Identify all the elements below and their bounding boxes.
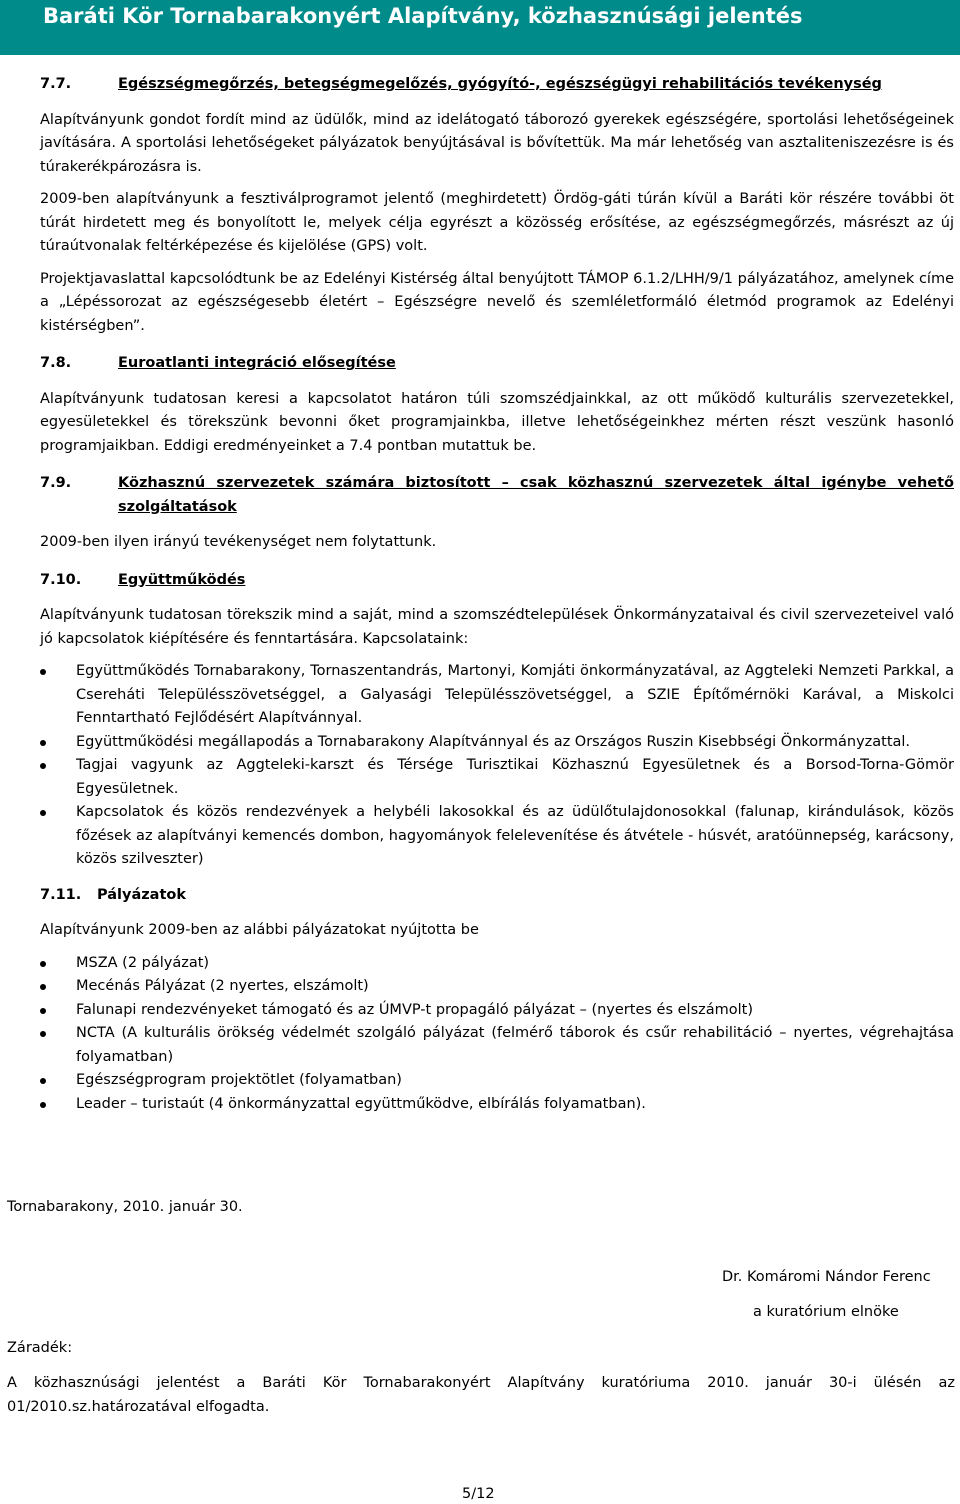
paragraph: Alapítványunk tudatosan keresi a kapcsolatot határon túli szomszédjainkkal, az ott működő kulturális szervezetekkel, egyesületekkel és törekszünk bevonni őket programjainkba, illetve lehetőségeinkhez mérten részt veszünk hasonló programjaikban. Eddigi eredményeinket a 7.4 pontban mutattuk be. (40, 390, 954, 454)
bullet-icon (40, 810, 46, 816)
list-item-text: Együttműködési megállapodás a Tornabarakony Alapítvánnyal és az Országos Ruszin Kisebbségi Önkormányzattal. (76, 733, 911, 750)
list-item-text: Kapcsolatok és közös rendezvények a helybéli lakosokkal és az üdülőtulajdonosokkal (falunap, kirándulások, közös főzések az alapítványi kemencés dombon, hagyományok felelevenítése és átvétele - húsvét, aratóünnepség, karácsony, közös szilveszter) (76, 804, 954, 867)
place-date: Tornabarakony, 2010. január 30. (7, 1199, 243, 1215)
paragraph: Alapítványunk tudatosan törekszik mind a saját, mind a szomszédtelepülések Önkormányzataival és civil szervezeteivel való jó kapcsolatok kiépítésére és fenntartására. Kapcsolataink: (40, 607, 954, 647)
list-item-text: Tagjai vagyunk az Aggteleki-karszt és Térsége Turisztikai Közhasznú Egyesületnek és a Borsod-Torna-Gömör Egyesületnek. (76, 757, 954, 797)
list-item (40, 999, 954, 1023)
paragraph: 2009-ben ilyen irányú tevékenységet nem folytattunk. (40, 534, 437, 550)
cooperation-list (40, 660, 954, 872)
section-title: Euroatlanti integráció elősegítése (118, 355, 396, 371)
list-item-text: Együttműködés Tornabarakony, Tornaszentandrás, Martonyi, Komjáti önkormányzatával, az Aggteleki Nemzeti Parkkal, a Csereháti Településszövetséggel, a Galyasági Településszövetséggel, a SZIE Építőmérnöki Karával, a Miskolci Fenntartható Fejlődésért Alapítvánnyal. (76, 663, 954, 726)
section-number: 7.10. (40, 571, 82, 588)
section-heading-7-8 (40, 352, 954, 376)
list-item-text: NCTA (A kulturális örökség védelmét szolgáló pályázat (felmérő táborok és csűr rehabilitáció – nyertes, végrehajtása folyamatban) (76, 1025, 954, 1065)
clause-text: A közhasznúsági jelentést a Baráti Kör Tornabarakonyért Alapítvány kuratóriuma 2010. január 30-i ülésén az 01/2010.sz.határozatával elfogadta. (7, 1375, 955, 1415)
bullet-icon (40, 961, 46, 967)
signatory-role: a kuratórium elnöke (753, 1304, 899, 1320)
document-body (40, 73, 954, 1125)
section-number: 7.8. (40, 355, 72, 371)
bullet-icon (40, 763, 46, 769)
bullet-icon (40, 669, 46, 675)
list-item-text: Falunapi rendezvényeket támogató és az ÚMVP-t propagáló pályázat – (nyertes és elszámolt) (76, 1001, 753, 1018)
list-item (40, 754, 954, 801)
document-title: Baráti Kör Tornabarakonyért Alapítvány, közhasznúsági jelentés (43, 4, 803, 28)
bullet-icon (40, 1102, 46, 1108)
bullet-icon (40, 740, 46, 746)
section-title: Egészségmegőrzés, betegségmegelőzés, gyógyító-, egészségügyi rehabilitációs tevékenység (118, 76, 882, 92)
bullet-icon (40, 1078, 46, 1084)
section-title: Közhasznú szervezetek számára biztosított – csak közhasznú szervezetek által igénybe vehető szolgáltatások (118, 475, 954, 515)
list-item (40, 731, 954, 755)
bullet-icon (40, 1031, 46, 1037)
document-header (0, 0, 960, 55)
section-number: 7.7. (40, 76, 72, 92)
section-heading-7-7 (40, 73, 954, 97)
section-heading-7-11 (40, 884, 954, 908)
section-title: Együttműködés (118, 571, 246, 588)
list-item (40, 975, 954, 999)
list-item-text: Egészségprogram projektötlet (folyamatban) (76, 1072, 402, 1088)
list-item (40, 1093, 954, 1117)
list-item (40, 952, 954, 976)
section-number: 7.11. (40, 886, 82, 903)
paragraph: Projektjavaslattal kapcsolódtunk be az Edelényi Kistérség által benyújtott TÁMOP 6.1.2/LHH/9/1 pályázatához, amelynek címe a „Lépéssorozat az egészségesebb életért – Egészségre nevelő és szemléletformáló életmód programok az Edelényi kistérségben”. (40, 270, 954, 334)
list-item-text: Mecénás Pályázat (2 nyertes, elszámolt) (76, 978, 369, 994)
section-number: 7.9. (40, 475, 72, 491)
bullet-icon (40, 984, 46, 990)
paragraph: Alapítványunk gondot fordít mind az üdülők, mind az idelátogató táborozó gyerekek egészségére, sportolási lehetőségeinek javítására. A sportolási lehetőségeket pályázatok benyújtásával is bővítettük. Ma már lehetőség van asztaliteniszezésre is és túrakerékpározásra is. (40, 111, 954, 175)
list-item-text: Leader – turistaút (4 önkormányzattal együttműködve, elbírálás folyamatban). (76, 1095, 646, 1112)
list-item (40, 1069, 954, 1093)
section-title: Pályázatok (97, 886, 186, 903)
section-heading-7-9 (40, 472, 954, 519)
list-item (40, 1022, 954, 1069)
list-item (40, 801, 954, 872)
bullet-icon (40, 1008, 46, 1014)
clause-label: Záradék: (7, 1340, 73, 1356)
application-list (40, 952, 954, 1117)
paragraph: 2009-ben alapítványunk a fesztiválprogramot jelentő (meghirdetett) Ördög-gáti túrán kívül a Baráti kör részére további öt túrát hirdetett meg és bonyolított le, melyek célja egyrészt a közösség erősítése, az egészségmegőrzés, másrészt az új túraútvonalak feltérképezése és kijelölése (GPS) volt. (40, 191, 954, 254)
list-item-text: MSZA (2 pályázat) (76, 954, 210, 971)
signatory-name: Dr. Komáromi Nándor Ferenc (722, 1269, 931, 1285)
paragraph: Alapítványunk 2009-ben az alábbi pályázatokat nyújtotta be (40, 922, 479, 938)
section-heading-7-10 (40, 569, 954, 593)
list-item (40, 660, 954, 731)
page-number: 5/12 (462, 1486, 495, 1502)
